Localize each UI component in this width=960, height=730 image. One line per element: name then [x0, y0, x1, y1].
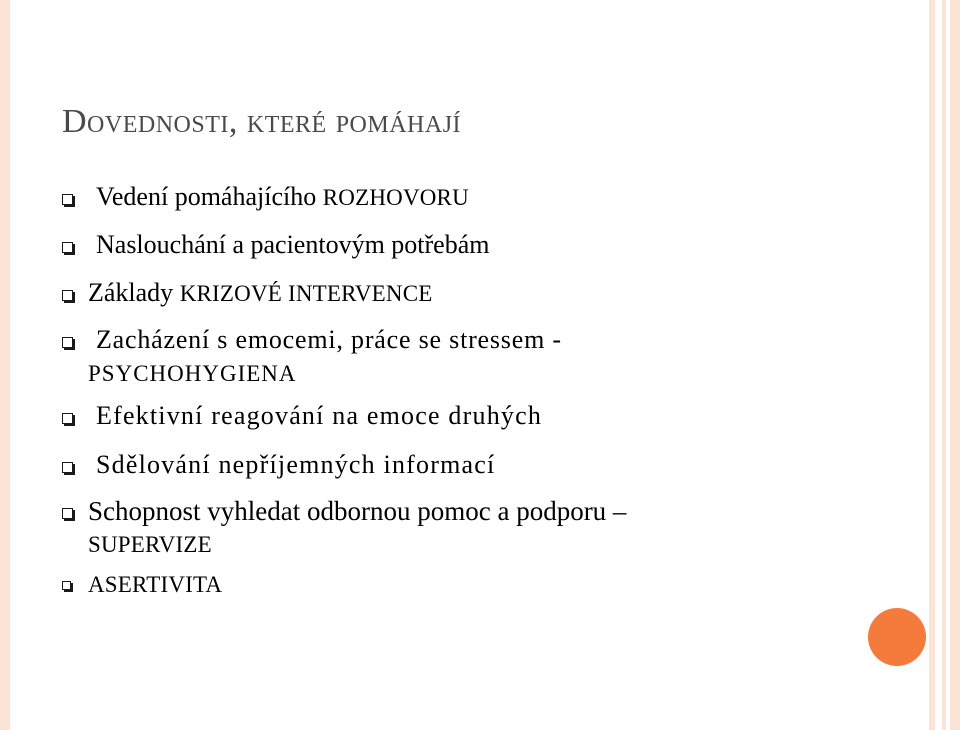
- decorative-right-stripe: [942, 0, 946, 730]
- slide-title: Dovednosti, které pomáhají: [62, 103, 462, 140]
- square-bullet-icon: [62, 508, 73, 519]
- square-bullet-icon: [62, 242, 73, 253]
- item-text: Základy: [88, 278, 174, 307]
- item-text: Vedení pomáhajícího: [96, 182, 317, 211]
- square-bullet-icon: [62, 413, 73, 424]
- square-bullet-icon: [62, 290, 73, 301]
- decorative-right-stripe: [950, 0, 960, 730]
- square-bullet-icon: [62, 337, 73, 348]
- item-caps-text: ASERTIVITA: [88, 572, 223, 597]
- item-text: Sdělování nepříjemných informací: [96, 450, 496, 479]
- item-caps-text: ROZHOVORU: [322, 185, 469, 210]
- decorative-orange-circle: [868, 608, 926, 666]
- item-caps-text: PSYCHOHYGIENA: [88, 361, 297, 386]
- square-bullet-icon: [62, 194, 73, 205]
- item-text: Efektivní reagování na emoce druhých: [96, 401, 543, 430]
- decorative-left-stripe: [0, 0, 10, 730]
- item-caps-text: SUPERVIZE: [88, 532, 212, 557]
- item-caps-text: KRIZOVÉ INTERVENCE: [179, 281, 433, 306]
- square-bullet-icon: [62, 462, 73, 473]
- item-text: Schopnost vyhledat odbornou pomoc a podporu –: [88, 496, 627, 526]
- item-text: Zacházení s emocemi, práce se stressem -: [96, 325, 562, 354]
- decorative-right-stripe: [929, 0, 935, 730]
- item-text: Naslouchání a pacientovým potřebám: [96, 230, 490, 259]
- square-bullet-icon: [62, 581, 71, 590]
